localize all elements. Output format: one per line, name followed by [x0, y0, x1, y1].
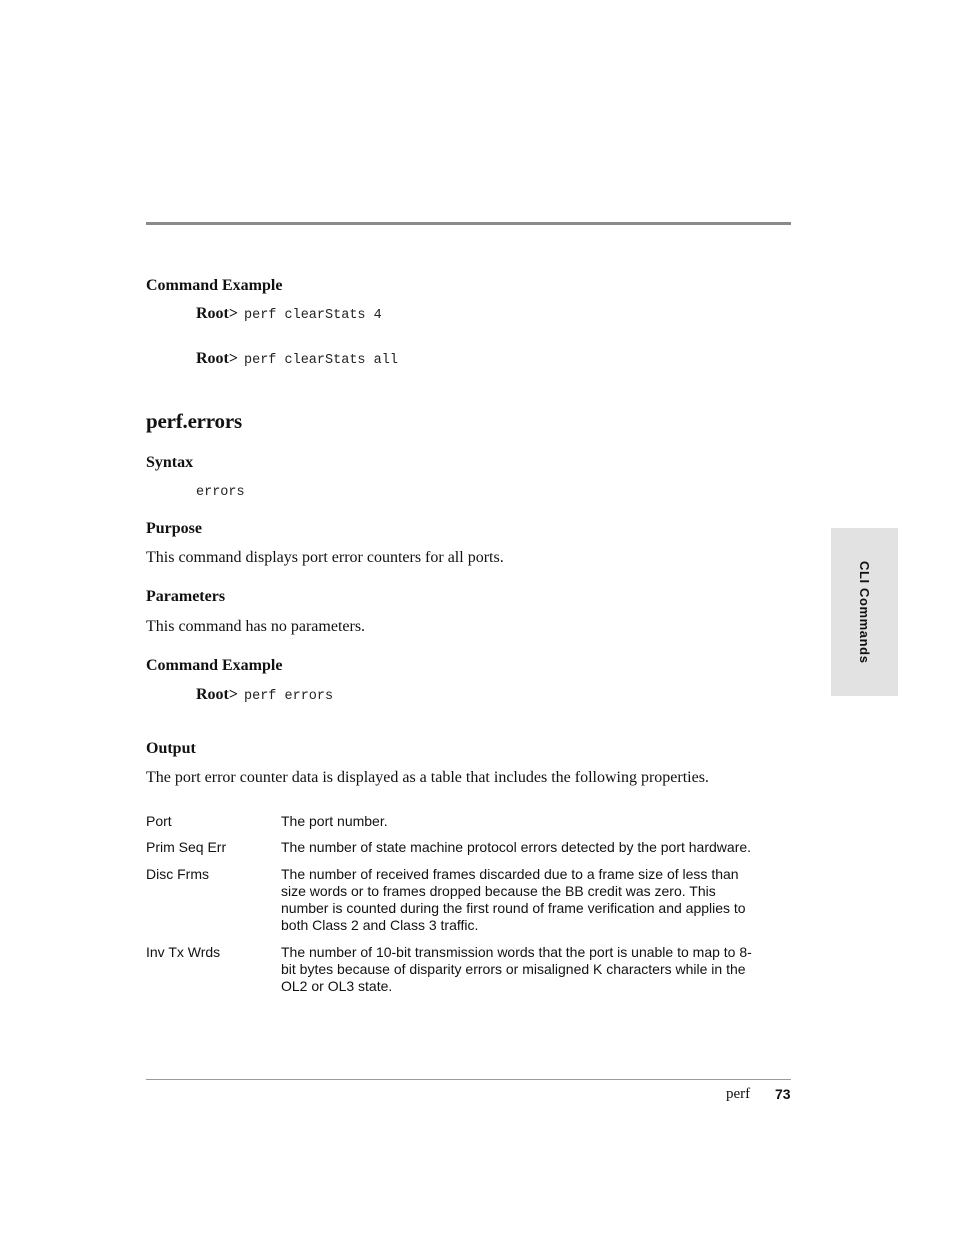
purpose-heading: Purpose [146, 520, 202, 537]
output-text: The port error counter data is displayed as a table that includes the following properties. [146, 769, 709, 786]
output-heading: Output [146, 740, 196, 757]
property-description: The number of 10-bit transmission words that the port is unable to map to 8-bit bytes because of disparity errors or misaligned K characters while in the OL2 or OL3 state. [281, 944, 752, 994]
syntax-code: errors [196, 485, 245, 500]
page-number: 73 [775, 1086, 791, 1102]
property-term: Prim Seq Err [146, 839, 227, 855]
parameters-text: This command has no parameters. [146, 618, 366, 635]
prompt-label: Root> [196, 350, 238, 367]
command-example-heading: Command Example [146, 277, 283, 294]
prompt-label: Root> [196, 305, 238, 322]
chapter-tab-label: CLI Commands [857, 560, 872, 664]
syntax-heading: Syntax [146, 454, 194, 471]
footer-rule [146, 1079, 791, 1080]
property-term: Inv Tx Wrds [146, 944, 221, 960]
parameters-heading: Parameters [146, 588, 226, 605]
command-code: perf errors [244, 689, 334, 704]
property-description: The number of received frames discarded due to a frame size of less than size words or to frames dropped because the BB credit was zero. This number is counted during the first round of frame verification and applies to both Class 2 and Class 3 traffic. [281, 866, 746, 933]
command-code: perf clearStats 4 [244, 308, 382, 323]
purpose-text: This command displays port error counters for all ports. [146, 549, 504, 566]
chapter-side-tab [831, 528, 898, 696]
command-example-line [196, 349, 398, 371]
prompt-label: Root> [196, 686, 238, 703]
property-term: Disc Frms [146, 866, 209, 882]
command-example-heading: Command Example [146, 657, 283, 674]
property-description: The port number. [281, 813, 388, 829]
property-term: Port [146, 813, 172, 829]
footer-section-name: perf [726, 1086, 751, 1102]
header-rule [146, 222, 791, 225]
command-example-line [196, 304, 382, 326]
property-description: The number of state machine protocol errors detected by the port hardware. [281, 839, 752, 855]
command-title: perf.errors [146, 409, 242, 433]
command-code: perf clearStats all [244, 353, 398, 368]
command-example-line [196, 685, 333, 707]
